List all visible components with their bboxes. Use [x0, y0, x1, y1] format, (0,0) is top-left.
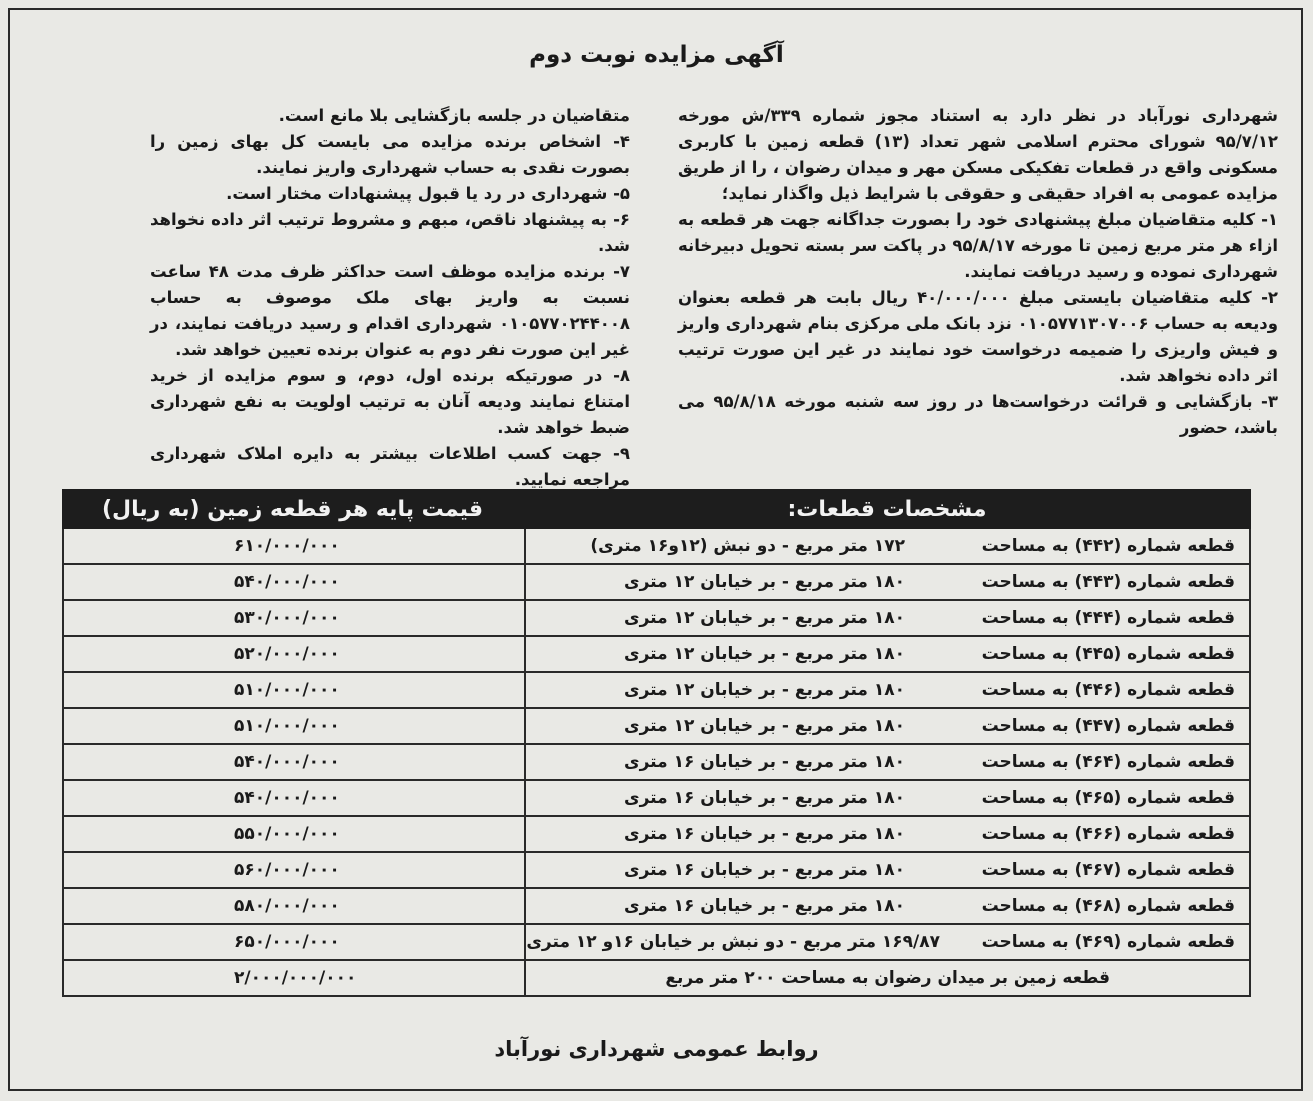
plot-label: قطعه شماره (۴۶۸) به مساحت: [981, 896, 1235, 916]
plot-spec-cell: [524, 601, 1249, 635]
base-price: ۵۸۰/۰۰۰/۰۰۰: [234, 896, 340, 916]
table-row: [62, 889, 1251, 925]
plot-spec-cell: [524, 745, 1249, 779]
condition-3-cont: متقاضیان در جلسه بازگشایی بلا مانع است.: [278, 106, 630, 125]
base-price: ۲/۰۰۰/۰۰۰/۰۰۰: [234, 968, 357, 988]
table-row: [62, 637, 1251, 673]
base-price: ۶۱۰/۰۰۰/۰۰۰: [234, 536, 340, 556]
base-price: ۵۱۰/۰۰۰/۰۰۰: [234, 680, 340, 700]
table-row: [62, 565, 1251, 601]
price-cell: [64, 896, 524, 916]
base-price: ۶۵۰/۰۰۰/۰۰۰: [234, 932, 340, 952]
price-cell: [64, 608, 524, 628]
price-cell: [64, 644, 524, 664]
plot-label: قطعه شماره (۴۶۴) به مساحت: [981, 752, 1235, 772]
price-cell: [64, 716, 524, 736]
price-cell: [64, 932, 524, 952]
price-cell: [64, 860, 524, 880]
right-column: [678, 103, 1278, 441]
plot-area: ۱۸۰ متر مربع - بر خیابان ۱۲ متری: [624, 644, 905, 664]
condition-4: ۴- اشخاص برنده مزایده می بایست کل بهای زمین را بصورت نقدی به حساب شهرداری واریز نمایند.: [150, 132, 630, 177]
plot-label: قطعه شماره (۴۴۳) به مساحت: [981, 572, 1235, 592]
base-price: ۵۲۰/۰۰۰/۰۰۰: [234, 644, 340, 664]
plot-label: قطعه شماره (۴۴۷) به مساحت: [981, 716, 1235, 736]
plot-area: ۱۶۹/۸۷ متر مربع - دو نبش بر خیابان ۱۶و ۱۲ متری: [526, 932, 941, 952]
plot-spec-cell: [524, 709, 1249, 743]
plot-area: ۱۸۰ متر مربع - بر خیابان ۱۲ متری: [624, 716, 905, 736]
plot-label: قطعه شماره (۴۶۵) به مساحت: [981, 788, 1235, 808]
condition-6: ۶- به پیشنهاد ناقص، مبهم و مشروط ترتیب اثر داده نخواهد شد.: [150, 210, 630, 255]
header-price: قیمت پایه هر قطعه زمین (به ریال): [101, 496, 484, 522]
plot-label: قطعه شماره (۴۶۶) به مساحت: [981, 824, 1235, 844]
condition-1: ۱- کلیه متقاضیان مبلغ پیشنهادی خود را بصورت جداگانه جهت هر قطعه به ازاء هر متر مربع زمین تا مورخه ۹۵/۸/۱۷ در پاکت سر بسته تحویل دبیرخانه شهرداری نموده و رسید دریافت نمایند.: [678, 210, 1278, 281]
plot-label: قطعه شماره (۴۶۷) به مساحت: [981, 860, 1235, 880]
table-row: [62, 961, 1251, 997]
table-row: [62, 673, 1251, 709]
table-row: [62, 709, 1251, 745]
ad-title: آگهی مزایده نوبت دوم: [529, 42, 784, 68]
price-cell: [64, 968, 524, 988]
condition-9: ۹- جهت کسب اطلاعات بیشتر به دایره املاک شهرداری مراجعه نمایید.: [150, 444, 630, 489]
header-spec: مشخصات قطعات:: [787, 496, 987, 522]
left-column: [150, 103, 630, 493]
table-row: [62, 817, 1251, 853]
plot-spec-cell: [524, 853, 1249, 887]
base-price: ۵۴۰/۰۰۰/۰۰۰: [234, 752, 340, 772]
plot-area: ۱۸۰ متر مربع - بر خیابان ۱۶ متری: [624, 860, 905, 880]
plot-spec-cell: [524, 961, 1249, 995]
price-cell: [64, 572, 524, 592]
price-cell: [64, 824, 524, 844]
price-cell: [64, 536, 524, 556]
plot-area: ۱۸۰ متر مربع - بر خیابان ۱۶ متری: [624, 788, 905, 808]
plot-spec-cell: [524, 637, 1249, 671]
base-price: ۵۳۰/۰۰۰/۰۰۰: [234, 608, 340, 628]
table-row: [62, 601, 1251, 637]
condition-8: ۸- در صورتیکه برنده اول، دوم، و سوم مزایده از خرید امتناع نمایند ودیعه آنان به ترتیب اولویت به نفع شهرداری ضبط خواهد شد.: [150, 366, 630, 437]
plot-label: قطعه شماره (۴۴۴) به مساحت: [981, 608, 1235, 628]
plots-table: [62, 489, 1251, 997]
price-cell: [64, 788, 524, 808]
base-price: ۵۴۰/۰۰۰/۰۰۰: [234, 572, 340, 592]
plot-area: ۱۸۰ متر مربع - بر خیابان ۱۲ متری: [624, 572, 905, 592]
intro-paragraph: شهرداری نورآباد در نظر دارد به استناد مجوز شماره ۳۳۹/ش مورخه ۹۵/۷/۱۲ شورای محترم اسلامی شهر تعداد (۱۳) قطعه زمین با کاربری مسکونی واقع در قطعات تفکیکی مسکن مهر و میدان رضوان ، را از طریق مزایده عمومی به افراد حقیقی و حقوقی با شرایط ذیل واگذار نماید؛: [678, 106, 1279, 203]
price-cell: [64, 752, 524, 772]
table-row: [62, 745, 1251, 781]
plot-label: قطعه شماره (۴۴۶) به مساحت: [981, 680, 1235, 700]
plot-area: ۱۸۰ متر مربع - بر خیابان ۱۶ متری: [624, 752, 905, 772]
table-row: [62, 781, 1251, 817]
plot-spec-cell: [524, 889, 1249, 923]
price-cell: [64, 680, 524, 700]
plot-area: ۱۸۰ متر مربع - بر خیابان ۱۶ متری: [624, 824, 905, 844]
plot-area: ۱۸۰ متر مربع - بر خیابان ۱۶ متری: [624, 896, 905, 916]
footer-signature: روابط عمومی شهرداری نورآباد: [494, 1037, 819, 1061]
condition-5: ۵- شهرداری در رد یا قبول پیشنهادات مختار است.: [226, 184, 630, 203]
base-price: ۵۶۰/۰۰۰/۰۰۰: [234, 860, 340, 880]
condition-2: ۲- کلیه متقاضیان بایستی مبلغ ۴۰/۰۰۰/۰۰۰ ریال بابت هر قطعه بعنوان ودیعه به حساب ۰۱۰۵۷۷۱۳۰۷۰۰۶ نزد بانک ملی مرکزی بنام شهرداری واریز و فیش واریزی را ضمیمه درخواست خود نمایند در غیر این صورت ترتیب اثر داده نخواهد شد.: [678, 288, 1278, 385]
plot-label: قطعه شماره (۴۴۲) به مساحت: [981, 536, 1235, 556]
plot-spec-cell: [524, 529, 1249, 563]
table-header: [62, 489, 1251, 529]
plot-spec-cell: [524, 565, 1249, 599]
plot-area: ۱۷۲ متر مربع - دو نبش (۱۲و۱۶ متری): [590, 536, 905, 556]
table-row: [62, 853, 1251, 889]
plot-area: ۱۸۰ متر مربع - بر خیابان ۱۲ متری: [624, 608, 905, 628]
base-price: ۵۴۰/۰۰۰/۰۰۰: [234, 788, 340, 808]
plot-area: ۱۸۰ متر مربع - بر خیابان ۱۲ متری: [624, 680, 905, 700]
table-row: [62, 529, 1251, 565]
base-price: ۵۱۰/۰۰۰/۰۰۰: [234, 716, 340, 736]
condition-7: ۷- برنده مزایده موظف است حداکثر ظرف مدت ۴۸ ساعت نسبت به واریز بهای ملک موصوف به حساب ۰۱۰۵۷۷۰۲۴۴۰۰۸ شهرداری اقدام و رسید دریافت نمایند، در غیر این صورت نفر دوم به عنوان برنده تعیین خواهد شد.: [150, 262, 630, 359]
plot-label: قطعه شماره (۴۶۹) به مساحت: [981, 932, 1235, 952]
plot-spec-cell: [524, 781, 1249, 815]
plot-spec-cell: [524, 925, 1249, 959]
plot-label: قطعه شماره (۴۴۵) به مساحت: [981, 644, 1235, 664]
plot-label: قطعه زمین بر میدان رضوان به مساحت ۲۰۰ متر مربع: [665, 968, 1110, 988]
table-row: [62, 925, 1251, 961]
condition-3: ۳- بازگشایی و قرائت درخواست‌ها در روز سه شنبه مورخه ۹۵/۸/۱۸ می باشد، حضور: [678, 392, 1278, 437]
plot-spec-cell: [524, 673, 1249, 707]
base-price: ۵۵۰/۰۰۰/۰۰۰: [234, 824, 340, 844]
plot-spec-cell: [524, 817, 1249, 851]
